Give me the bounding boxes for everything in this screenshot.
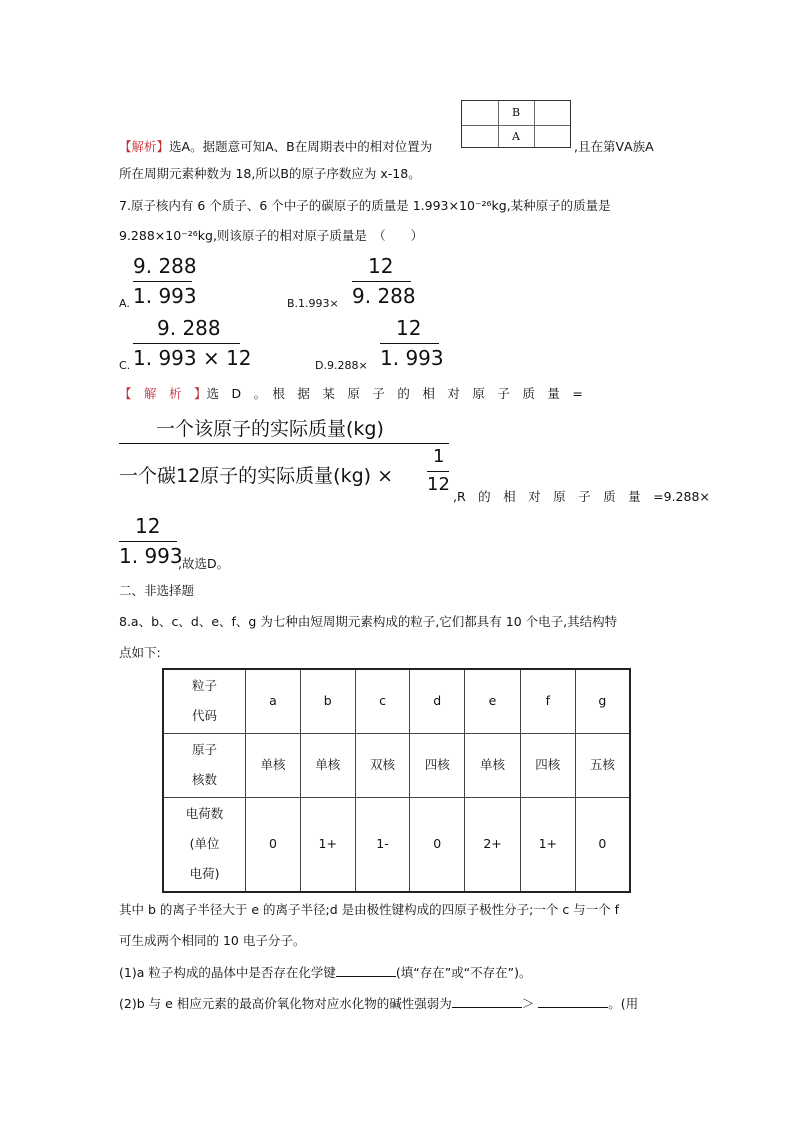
code-cell: c — [355, 669, 410, 733]
code-cell: d — [410, 669, 465, 733]
q8-sub2 — [119, 995, 638, 1013]
table-row-charges — [163, 797, 630, 892]
periodic-position-table — [461, 100, 571, 148]
answer-blank-1[interactable] — [336, 964, 396, 977]
analysis2-line1 — [119, 385, 675, 403]
q8-after2: 可生成两个相同的 10 电子分子。 — [119, 933, 306, 948]
analysis1-text: 选A。据题意可知A、B在周期表中的相对位置为 — [169, 139, 433, 154]
option-d-label: D.9.288× — [315, 359, 368, 372]
sub1-tail: (填“存在”或“不存在”)。 — [395, 965, 532, 980]
option-b-num: 12 — [368, 254, 394, 278]
analysis2-fraction2 — [119, 514, 183, 568]
sub2-tail: 。(用 — [608, 996, 639, 1011]
charge-cell: 1+ — [300, 797, 355, 892]
charge-cell: 0 — [575, 797, 630, 892]
analysis-tag: 【解析】 — [119, 139, 170, 154]
option-b-fraction — [352, 254, 416, 308]
header-charge: 电荷数 (单位 电荷) — [163, 797, 246, 892]
table-row-nuclei — [163, 733, 630, 797]
charge-cell: 0 — [246, 797, 301, 892]
code-cell: b — [300, 669, 355, 733]
answer-blank-2[interactable] — [452, 995, 522, 1008]
analysis1-line1-tail: ,且在第ⅤA族A — [574, 139, 654, 154]
option-d-den: 1. 993 — [380, 346, 444, 370]
option-a-label: A. — [119, 297, 130, 310]
code-cell: g — [575, 669, 630, 733]
analysis1-line1 — [119, 138, 432, 156]
option-c-label: C. — [119, 359, 131, 372]
sub1-text: (1)a 粒子构成的晶体中是否存在化学键 — [119, 965, 336, 980]
option-a-num: 9. 288 — [133, 254, 197, 278]
code-cell: f — [520, 669, 575, 733]
option-c-num: 9. 288 — [157, 316, 221, 340]
q7-line1: 7.原子核内有 6 个质子、6 个中子的碳原子的质量是 1.993×10⁻²⁶kg,某种原子的质量是 — [119, 198, 611, 213]
nuclei-cell: 五核 — [575, 733, 630, 797]
charge-cell: 1- — [355, 797, 410, 892]
nuclei-cell: 单核 — [465, 733, 521, 797]
nuclei-cell: 双核 — [355, 733, 410, 797]
analysis2-text: 选 D 。 根 据 某 原 子 的 相 对 原 子 质 量 = — [206, 386, 583, 401]
option-c-den: 1. 993 × 12 — [133, 346, 252, 370]
nuclei-cell: 单核 — [246, 733, 301, 797]
option-b-den: 9. 288 — [352, 284, 416, 308]
option-b-label: B.1.993× — [287, 297, 339, 310]
q8-line1: 8.a、b、c、d、e、f、g 为七种由短周期元素构成的粒子,它们都具有 10 个电子,其结构特 — [119, 614, 618, 629]
formula-small-den: 12 — [427, 474, 450, 495]
nuclei-cell: 四核 — [520, 733, 575, 797]
charge-cell: 2+ — [465, 797, 521, 892]
section-heading: 二、非选择题 — [119, 583, 195, 598]
analysis2-tag: 【 解 析 】 — [119, 386, 207, 401]
code-cell: a — [246, 669, 301, 733]
charge-cell: 0 — [410, 797, 465, 892]
option-d-num: 12 — [396, 316, 422, 340]
q8-line2: 点如下: — [119, 645, 161, 660]
formula-fraction — [119, 412, 459, 504]
formula-small-num: 1 — [433, 446, 445, 467]
nuclei-cell: 单核 — [300, 733, 355, 797]
option-a-den: 1. 993 — [133, 284, 197, 308]
sub2-text: (2)b 与 e 相应元素的最高价氧化物对应水化物的碱性强弱为 — [119, 996, 452, 1011]
table-cell-b: B — [511, 106, 521, 119]
table-row-codes — [163, 669, 630, 733]
nuclei-cell: 四核 — [410, 733, 465, 797]
analysis1-line2: 所在周期元素种数为 18,所以B的原子序数应为 x-18。 — [119, 166, 421, 181]
option-c-fraction — [133, 316, 252, 370]
option-d-fraction — [380, 316, 444, 370]
header-nuclei: 原子 核数 — [163, 733, 246, 797]
q8-sub1 — [119, 964, 532, 982]
header-particle-code: 粒子 代码 — [163, 669, 246, 733]
answer-blank-3[interactable] — [538, 995, 608, 1008]
greater-than-sign: ＞ — [521, 996, 535, 1011]
code-cell: e — [465, 669, 521, 733]
fraction2-num: 12 — [135, 514, 161, 538]
analysis2-after: ,R 的 相 对 原 子 质 量 =9.288× — [453, 489, 710, 504]
formula-num: 一个该原子的实际质量(kg) — [156, 418, 384, 440]
charge-cell: 1+ — [520, 797, 575, 892]
table-cell-a: A — [512, 130, 520, 143]
analysis2-tail: ,故选D。 — [178, 556, 230, 571]
formula-den: 一个碳12原子的实际质量(kg) × — [119, 465, 394, 487]
q8-after1: 其中 b 的离子半径大于 e 的离子半径;d 是由极性键构成的四原子极性分子;一个 c 与一个 f — [119, 902, 620, 917]
option-a-fraction — [133, 254, 197, 308]
particle-table — [162, 668, 631, 893]
q7-line2: 9.288×10⁻²⁶kg,则该原子的相对原子质量是 （ ） — [119, 228, 424, 243]
fraction2-den: 1. 993 — [119, 544, 183, 568]
